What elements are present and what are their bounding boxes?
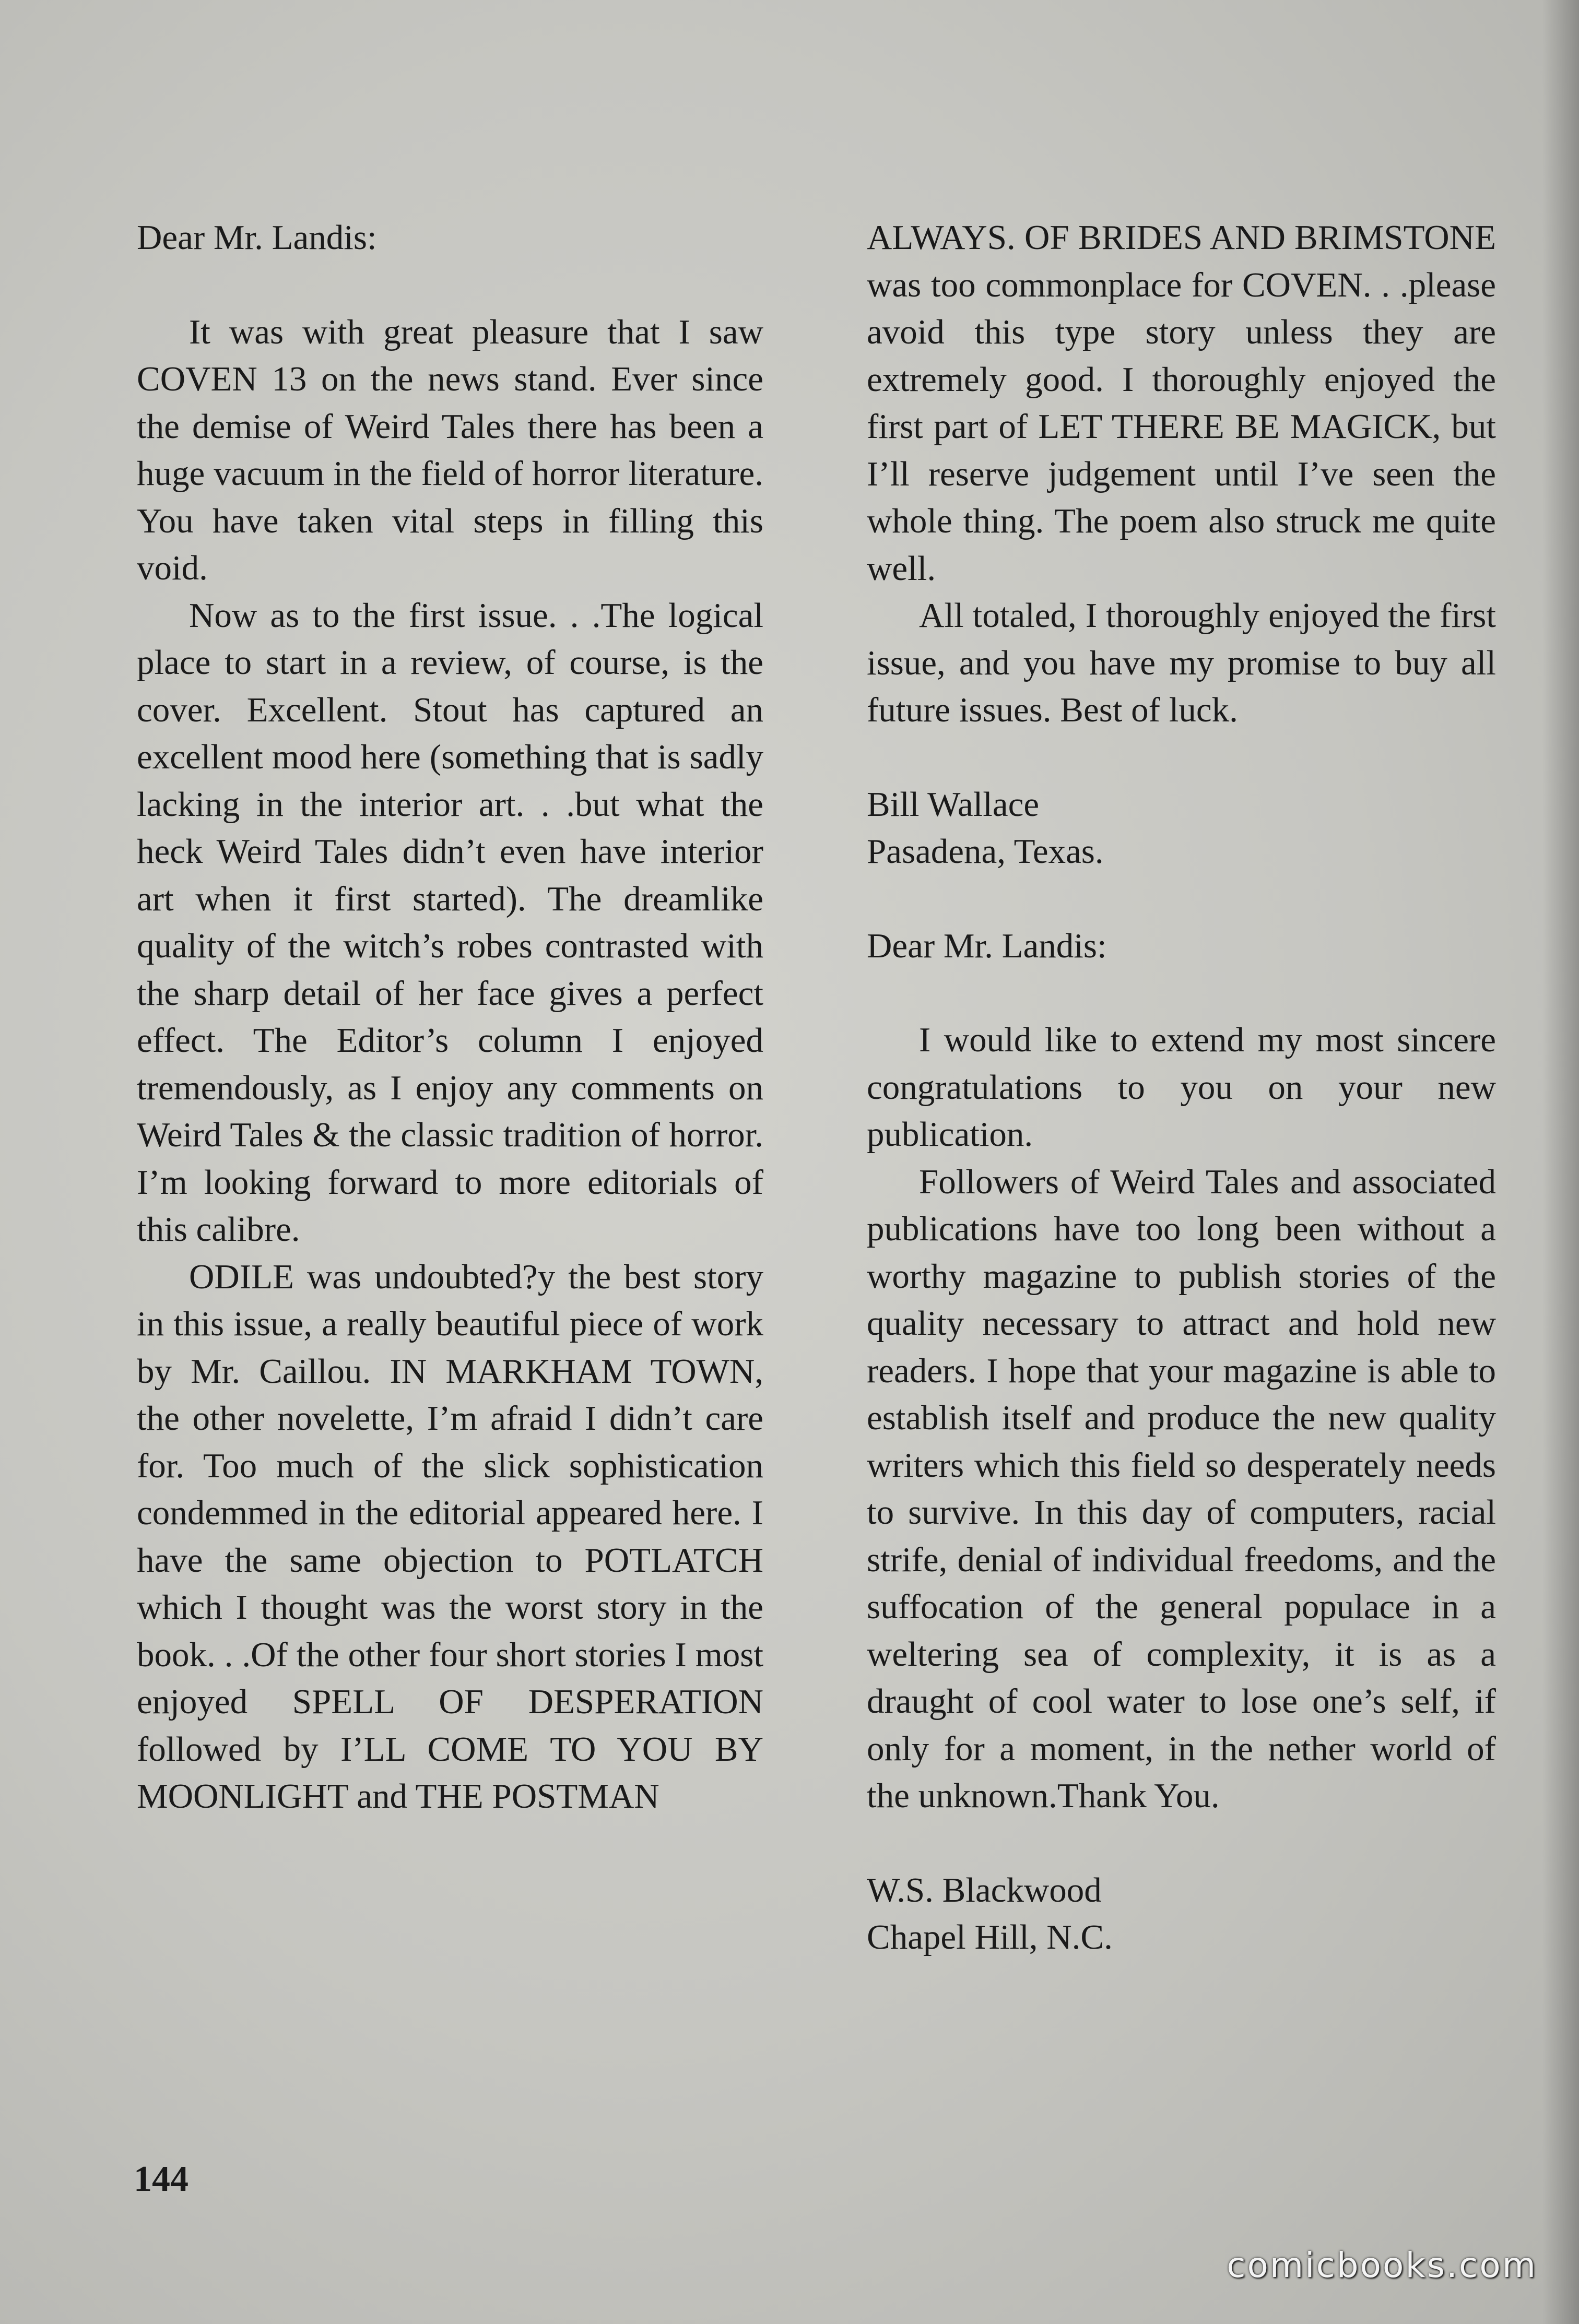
letter1-signature-name: Bill Wallace — [867, 785, 1040, 824]
letter2-paragraph-2: Followers of Weird Tales and associated publications have too long been without a worthy magazine to publish stories of the quality necessary to attract and hold new readers. I hope that your magazine is able to establish itself and produce the new quality writers which this field so desperately needs to survive. In this day of computers, racial strife, denial of individual freedoms, and the suffocation of the general populace in a weltering sea of complexity, it is as a draught of cool water to lose one’s self, if only for a moment, in the nether world of the unknown.Thank You. — [867, 1162, 1496, 1815]
letter2-salutation: Dear Mr. Landis: — [867, 926, 1107, 965]
letter2-signature-name: W.S. Blackwood — [867, 1870, 1102, 1910]
letter1-paragraph-3: ODILE was undoubted?y the best story in this issue, a really beautiful piece of work by Mr. Caillou. IN MARKHAM TOWN, the other novelette, I’m afraid I didn’t care for. Too much of the slick sophistication condemmed in the editorial appeared here. I have the same objection to POTLATCH which I thought was the worst story in the book. . .Of the other four short stories I most enjoyed SPELL OF DESPERATION followed by I’LL COME TO YOU BY MOONLIGHT and THE POSTMAN — [137, 1257, 763, 1816]
page-edge-shadow — [1542, 0, 1579, 2324]
spacer — [867, 734, 1496, 781]
letter1-paragraph-1: It was with great pleasure that I saw COVEN 13 on the news stand. Ever since the demise of Weird Tales there has been a huge vacuum in the field of horror literature. You have taken vital steps in filling this void. — [137, 312, 763, 587]
letter2-signature-place: Chapel Hill, N.C. — [867, 1918, 1113, 1957]
letter1-continuation: ALWAYS. OF BRIDES AND BRIMSTONE was too commonplace for COVEN. . .please avoid this type story unless they are extremely good. I thoroughly enjoyed the first part of LET THERE BE MAGICK, but I’ll reserve judgement until I’ve seen the whole thing. The poem also struck me quite well. — [867, 218, 1496, 588]
right-column — [867, 214, 1496, 1961]
spacer — [867, 1820, 1496, 1867]
site-watermark: comicbooks.com — [1227, 2245, 1537, 2285]
left-column — [137, 214, 763, 1820]
letter2-paragraph-1: I would like to extend my most sincere congratulations to you on your new publication. — [867, 1021, 1496, 1154]
page-number: 144 — [134, 2159, 188, 2199]
letter1-signature-place: Pasadena, Texas. — [867, 832, 1104, 871]
letter1-closing: All totaled, I thoroughly enjoyed the first issue, and you have my promise to buy all future issues. Best of luck. — [867, 596, 1496, 729]
letter1-paragraph-2: Now as to the first issue. . .The logical place to start in a review, of course, is the cover. Excellent. Stout has captured an excellent mood here (something that is sadly lacking in the interior art. . .but what the heck Weird Tales didn’t even have interior art when it first started). The dreamlike quality of the witch’s robes contrasted with the sharp detail of her face gives a perfect effect. The Editor’s column I enjoyed tremendously, as I enjoy any comments on Weird Tales & the classic tradition of horror. I’m looking forward to more editorials of this calibre. — [137, 596, 763, 1249]
spacer — [867, 875, 1496, 922]
letter1-salutation: Dear Mr. Landis: — [137, 218, 377, 257]
